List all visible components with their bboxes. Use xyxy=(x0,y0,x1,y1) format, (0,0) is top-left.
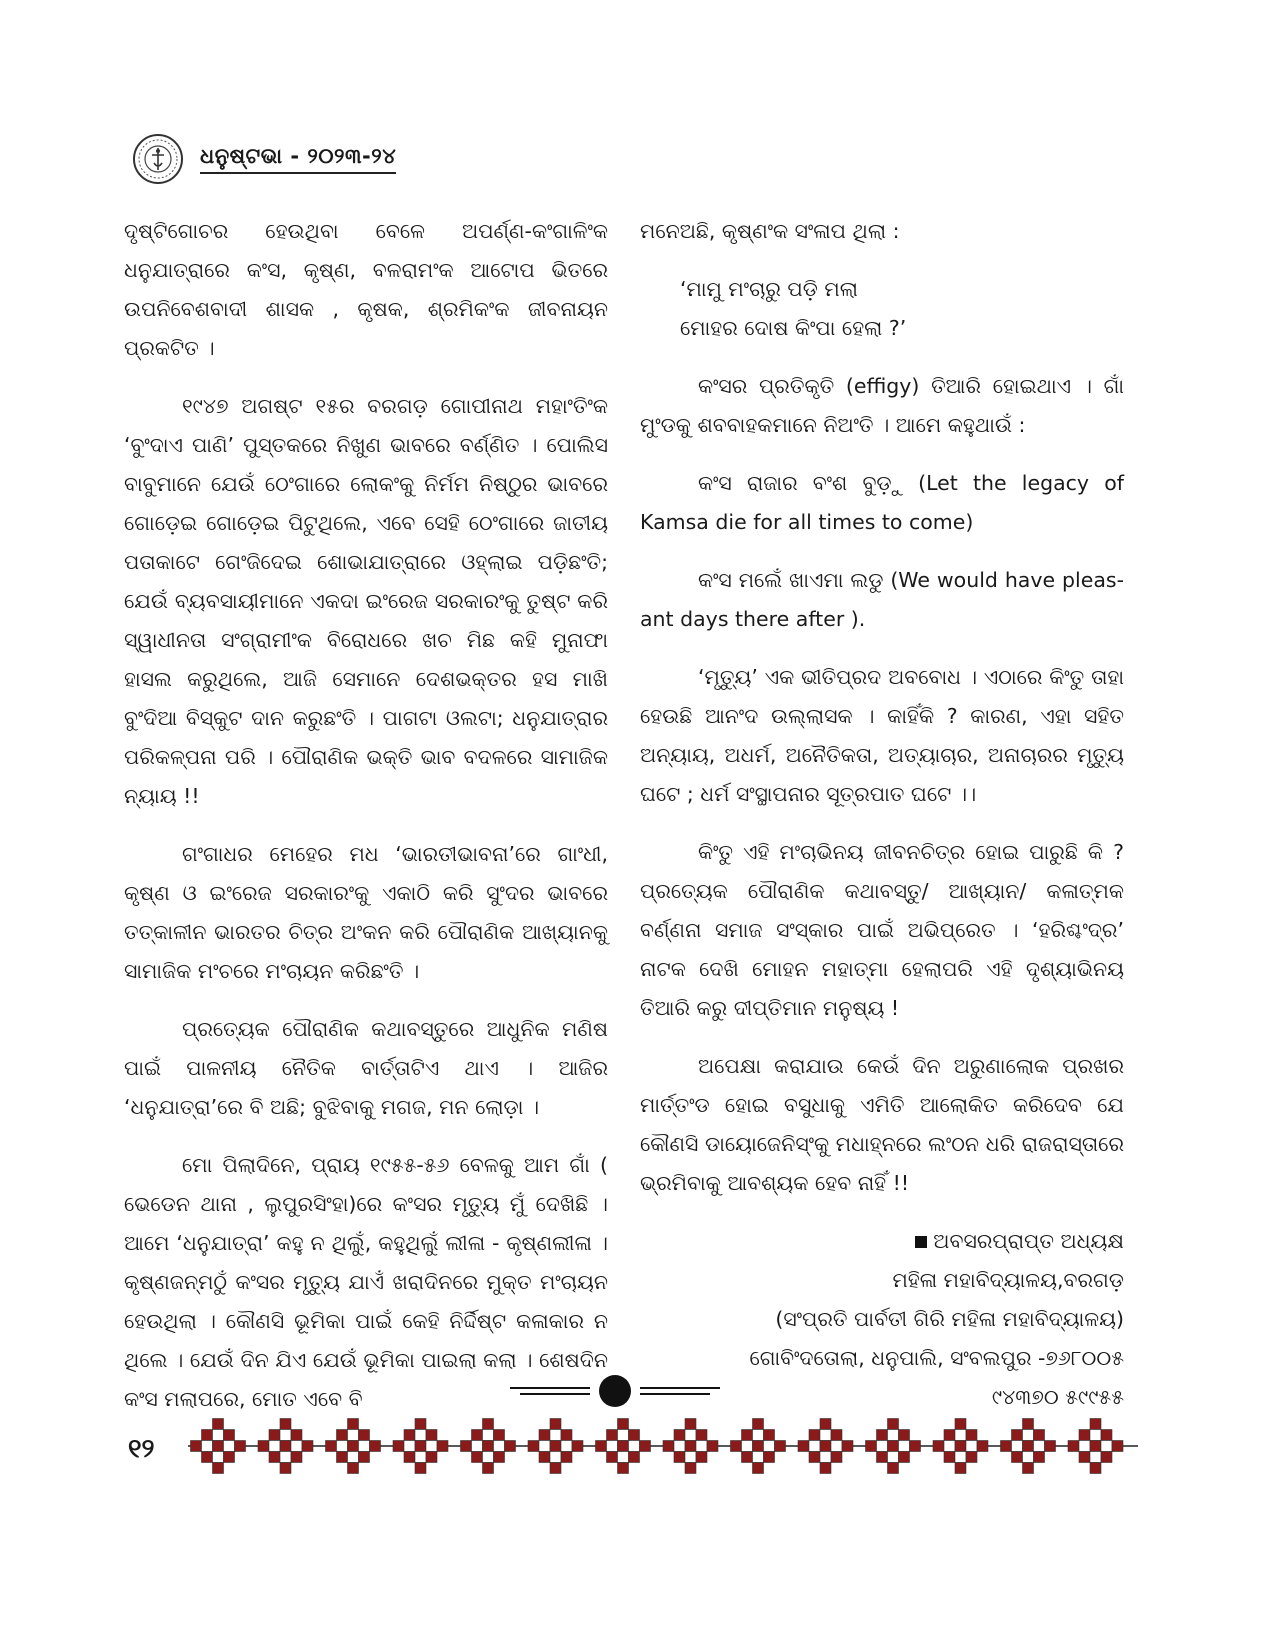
paragraph: ‘ମୃତ୍ୟୁ’ ଏକ ଭୀତିପ୍ରଦ ଅବବୋଧ । ଏଠାରେ କିଂତୁ ତାହା ହେଉଛି ଆନଂଦ ଉଲ୍ଲାସକ । କାହିଁକି ? କାରଣ, ଏହା ସହିତ ଅନ୍ୟାୟ, ଅଧର୍ମ, ଅନୈତିକତା, ଅତ୍ୟାଚାର, ଅନାଚାରର ମୃତ୍ୟୁ ଘଟେ ; ଧର୍ମ ସଂସ୍ଥାପନାର ସୂତ୍ରପାତ ଘଟେ ।। xyxy=(640,665,1124,806)
verse-line: ‘ମାମୁ ମଂଚାରୁ ପଡ଼ି ମଲା xyxy=(680,277,858,301)
paragraph: କିଂତୁ ଏହି ମଂଚାଭିନୟ ଜୀବନଚିତ୍ର ହୋଇ ପାରୁଛି କି ? ପ୍ରତ୍ୟେକ ପୌରାଣିକ କଥାବସ୍ତୁ/ ଆଖ୍ୟାନ/ କଳାତ୍ମକ ବର୍ଣ୍ଣନା ସମାଜ ସଂସ୍କାର ପାଇଁ ଅଭିପ୍ରେତ । ‘ହରିଶ୍ଚଂଦ୍ର’ ନାଟକ ଦେଖି ମୋହନ ମହାତ୍ମା ହେଲାପରି ଏହି ଦୃଶ୍ୟାଭିନୟ ତିଆରି କରୁ ଦୀପ୍ତିମାନ ମନୁଷ୍ୟ ! xyxy=(640,840,1124,1020)
border-motif xyxy=(933,1419,988,1474)
author-current-college: (ସଂପ୍ରତି ପାର୍ବତୀ ଗିରି ମହିଳା ମହାବିଦ୍ୟାଳୟ) xyxy=(775,1307,1124,1331)
border-motif xyxy=(1001,1419,1056,1474)
square-bullet-icon xyxy=(915,1236,927,1248)
right-column xyxy=(640,212,1124,1417)
paragraph-intro: ମନେଅଛି, କୃଷ୍ଣଂକ ସଂଳାପ ଥିଲା : xyxy=(640,219,900,243)
paragraph: କଂସର ପ୍ରତିକୃତି (effigy) ତିଆରି ହୋଇଥାଏ । ଗାଁ ମୁଂଡକୁ ଶବବାହକମାନେ ନିଅଂତି । ଆମେ କହୁଥାଉଁ : xyxy=(640,374,1124,437)
border-motif xyxy=(461,1419,516,1474)
paragraph: ଗଂଗାଧର ମେହେର ମଧ ‘ଭାରତୀଭାବନା’ରେ ଗାଂଧୀ, କୃଷ୍ଣ ଓ ଇଂରେଜ ସରକାରଂକୁ ଏକାଠି କରି ସୁଂଦର ଭାବରେ ତତ୍କାଳୀନ ଭାରତର ଚିତ୍ର ଅଂକନ କରି ପୌରାଣିକ ଆଖ୍ୟାନକୁ ସାମାଜିକ ମଂଚରେ ମଂଚାୟନ କରିଛଂତି । xyxy=(124,842,608,983)
border-motif xyxy=(596,1419,651,1474)
border-motif xyxy=(326,1419,381,1474)
paragraph: କଂସ ରାଜାର ବଂଶ ବୁଡ଼ୁ (Let the legacy of Kamsa die for all times to come) xyxy=(640,471,1124,534)
border-motif xyxy=(731,1419,786,1474)
left-column xyxy=(124,212,608,1438)
paragraph: କଂସ ମଲେଁ ଖାଏମା ଲଡୁ (We would have pleas-ant days there after ). xyxy=(640,568,1124,631)
border-motif xyxy=(528,1419,583,1474)
border-motif xyxy=(866,1419,921,1474)
author-address: ଗୋବିଂଦତୋଲା, ଧନୁପାଲି, ସଂବଲପୁର -୭୬୮୦୦୫ xyxy=(749,1346,1124,1370)
border-motif xyxy=(191,1419,246,1474)
border-motif xyxy=(663,1419,718,1474)
verse-line: ମୋହର ଦୋଷ କିଂପା ହେଲା ?’ xyxy=(680,316,907,340)
paragraph: ମୋ ପିଲାଦିନେ, ପ୍ରାୟ ୧୯୫୫-୫୬ ବେଳକୁ ଆମ ଗାଁ ( ଭେଡେନ ଥାନା , ଲୁପୁରସିଂହା)ରେ କଂସର ମୃତ୍ୟୁ ମୁଁ ଦେଖିଛି । ଆମେ ‘ଧନୁଯାତ୍ରା’ କହୁ ନ ଥିଲୁଁ, କହୁଥିଲୁଁ ଲୀଳା - କୃଷ୍ଣଲୀଳା । କୃଷ୍ଣଜନ୍ମଠୁଁ କଂସର ମୃତ୍ୟୁ ଯାଏଁ ଖରାଦିନରେ ମୁକ୍ତ ମଂଚାୟନ ହେଉଥିଲା । କୌଣସି ଭୂମିକା ପାଇଁ କେହି ନିର୍ଦ୍ଦିଷ୍ଟ କଳାକାର ନ ଥିଲେ । ଯେଉଁ ଦିନ ଯିଏ ଯେଉଁ ଭୂମିକା ପାଇଲା କଲା । ଶେଷଦିନ କଂସ ମଲାପରେ, ମୋତ ଏବେ ବି xyxy=(124,1153,608,1411)
page-number: ୧୨ xyxy=(128,1434,155,1464)
border-motif xyxy=(393,1419,448,1474)
border-motif xyxy=(798,1419,853,1474)
checkered-cross-ornament-icon xyxy=(188,1406,1138,1486)
paragraph: ପ୍ରତ୍ୟେକ ପୌରାଣିକ କଥାବସ୍ତୁରେ ଆଧୁନିକ ମଣିଷ ପାଇଁ ପାଳନୀୟ ନୈତିକ ବାର୍ତ୍ତାଟିଏ ଥାଏ । ଆଜିର ‘ଧନୁଯାତ୍ରା’ରେ ବି ଅଛି; ବୁଝିବାକୁ ମଗଜ, ମନ ଲୋଡ଼ା । xyxy=(124,1017,608,1119)
section-divider-ornament xyxy=(510,1374,720,1410)
paragraph: ୧୯୪୭ ଅଗଷ୍ଟ ୧୫ର ବରଗଡ଼ ଗୋପୀନାଥ ମହାଂତିଂକ ‘ବୁଂଦାଏ ପାଣି’ ପୁସ୍ତକରେ ନିଖୁଣ ଭାବରେ ବର୍ଣ୍ଣିତ । ପୋଲିସ ବାବୁମାନେ ଯେଉଁ ଠେଂଗାରେ ଲୋକଂକୁ ନିର୍ମମ ନିଷ୍ଠୁର ଭାବରେ ଗୋଡ଼େଇ ଗୋଡ଼େଇ ପିଟୁଥିଲେ, ଏବେ ସେହି ଠେଂଗାରେ ଜାତୀୟ ପତାକାଟେ ଗେଂଜିଦେଇ ଶୋଭାଯାତ୍ରାରେ ଓହ୍ଲାଇ ପଡ଼ିଛଂତି; ଯେଉଁ ବ୍ୟବସାୟୀମାନେ ଏକଦା ଇଂରେଜ ସରକାରଂକୁ ତୁଷ୍ଟ କରି ସ୍ୱାଧୀନତା ସଂଗ୍ରାମୀଂକ ବିରୋଧରେ ଖଚ ମିଛ କହି ମୁନାଫା ହାସଲ କରୁଥିଲେ, ଆଜି ସେମାନେ ଦେଶଭକ୍ତର ହସ ମାଖି ବୁଂଦିଆ ବିସ୍କୁଟ ଦାନ କରୁଛଂତି । ପାଗଟା ଓଲଟା; ଧନୁଯାତ୍ରାର ପରିକଳ୍ପନା ପରି । ପୌରାଣିକ ଭକ୍ତି ଭାବ ବଦଳରେ ସାମାଜିକ ନ୍ୟାୟ !! xyxy=(124,394,608,808)
paragraph: ଅପେକ୍ଷା କରାଯାଉ କେଉଁ ଦିନ ଅରୁଣାଲୋକ ପ୍ରଖର ମାର୍ତ୍ତଂଡ ହୋଇ ବସୁଧାକୁ ଏମିତି ଆଲୋକିତ କରିଦେବ ଯେ କୌଣସି ଡାୟୋଜେନିସ୍‌ଂକୁ ମଧାହ୍ନରେ ଲଂଠନ ଧରି ରାଜରାସ୍ତାରେ ଭ୍ରମିବାକୁ ଆବଶ୍ୟକ ହେବ ନାହିଁ !! xyxy=(640,1054,1124,1195)
magazine-title: ଧନୁଷ୍ଟଭା - ୨୦୨୩-୨୪ xyxy=(200,144,396,174)
author-college: ମହିଳା ମହାବିଦ୍ୟାଳୟ,ବରଗଡ଼ xyxy=(892,1268,1124,1292)
border-motif xyxy=(1068,1419,1123,1474)
author-phone: ୯୪୩୭୦ ୫୯୯୫୫ xyxy=(991,1385,1124,1409)
page-header xyxy=(132,132,396,186)
border-motif xyxy=(258,1419,313,1474)
paragraph: ଦୃଷ୍ଟିଗୋଚର ହେଉଥିବା ବେଳେ ଅପର୍ଣ୍ଣ-କଂଗାଳିଂକ ଧନୁଯାତ୍ରାରେ କଂସ, କୃଷ୍ଣ, ବଳରାମଂକ ଆଟୋପ ଭିତରେ ଉପନିବେଶବାଦୀ ଶାସକ , କୃଷକ, ଶ୍ରମିକଂକ ଜୀବନାୟନ ପ୍ରକଟିତ । xyxy=(124,219,608,360)
author-designation: ଅବସରପ୍ରାପ୍ତ ଅଧ୍ୟକ୍ଷ xyxy=(640,1222,1124,1261)
college-seal-icon xyxy=(132,133,184,185)
